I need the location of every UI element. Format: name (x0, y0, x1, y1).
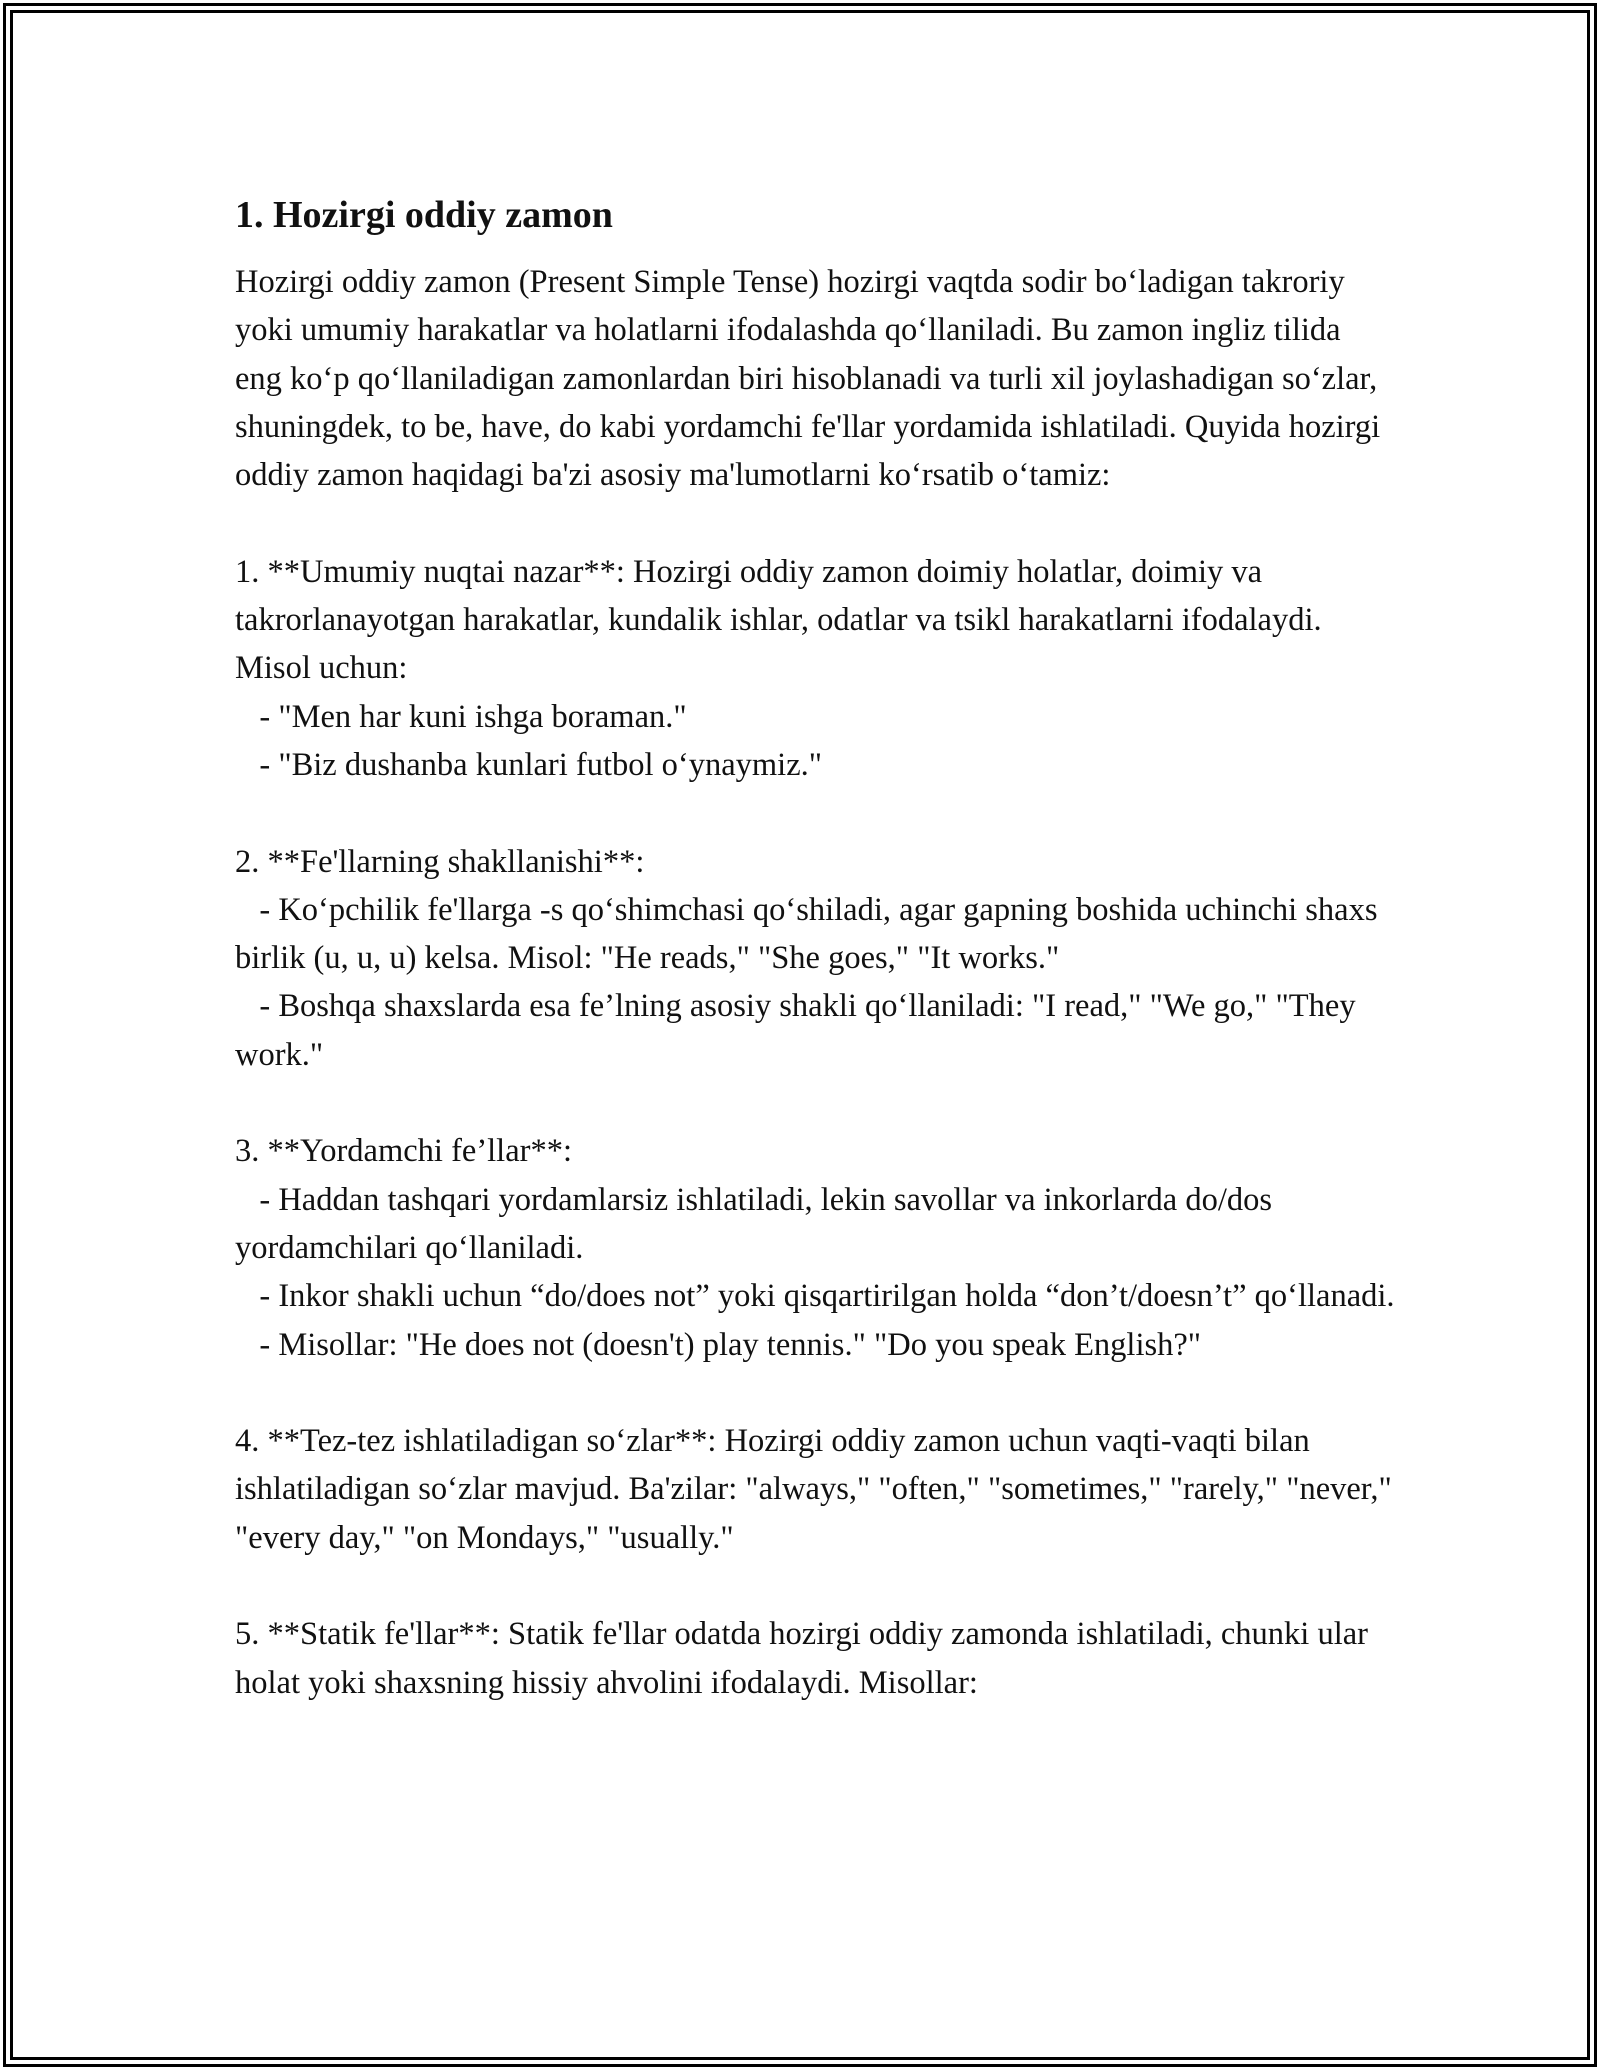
paragraph-gap (235, 1369, 1395, 1417)
section-3-heading: 3. **Yordamchi fe’llar**: (235, 1133, 572, 1170)
paragraph-gap (235, 1079, 1395, 1127)
section-4-heading: 4. **Tez-tez ishlatiladigan so‘zlar**: Hozirgi oddiy zamon uchun vaqti-vaqti bilan ishlatiladigan so‘zlar mavjud. Ba'zilar: "always," "often," "sometimes," "rarely," "never," "every day," "on Mondays," "usually." (235, 1423, 1392, 1556)
section-1-heading: 1. **Umumiy nuqtai nazar**: Hozirgi oddiy zamon doimiy holatlar, doimiy va takrorlanayotgan harakatlar, kundalik ishlar, odatlar va tsikl harakatlarni ifodalaydi. Misol uchun: (235, 553, 1322, 687)
section-2-item-1: - Ko‘pchilik fe'llarga -s qo‘shimchasi qo‘shiladi, agar gapning boshida uchinchi shaxs birlik (u, u, u) kelsa. Misol: "He reads," "She goes," "It works." (235, 891, 1378, 977)
section-1-item-1: - "Men har kuni ishga boraman." (259, 698, 687, 735)
section-2-item-2: - Boshqa shaxslarda esa fe’lning asosiy shakli qo‘llaniladi: "I read," "We go," "They work." (235, 988, 1356, 1073)
intro-paragraph: Hozirgi oddiy zamon (Present Simple Tense) hozirgi vaqtda sodir bo‘ladigan takroriy yoki umumiy harakatlar va holatlarni ifodalashda qo‘llaniladi. Bu zamon ingliz tilida eng ko‘p qo‘llaniladigan zamonlardan biri hisoblanadi va turli xil joylashadigan so‘zlar, shuningdek, to be, have, do kabi yordamchi fe'llar yordamida ishlatiladi. Quyida hozirgi oddiy zamon haqidagi ba'zi asosiy ma'lumotlarni ko‘rsatib o‘tamiz: (235, 264, 1381, 494)
paragraph-gap (235, 1562, 1395, 1610)
section-3-item-3: - Misollar: "He does not (doesn't) play tennis." "Do you speak English?" (259, 1326, 1202, 1363)
section-3-item-2: - Inkor shakli uchun “do/does not” yoki qisqartirilgan holda “don’t/doesn’t” qo‘llanadi. (259, 1278, 1395, 1315)
section-5-heading: 5. **Statik fe'llar**: Statik fe'llar odatda hozirgi oddiy zamonda ishlatiladi, chunki ular holat yoki shaxsning hissiy ahvolini ifodalaydi. Misollar: (235, 1616, 1368, 1701)
section-2-heading: 2. **Fe'llarning shakllanishi**: (235, 843, 645, 880)
section-1-item-2: - "Biz dushanba kunlari futbol o‘ynaymiz." (259, 746, 823, 783)
section-3-item-1: - Haddan tashqari yordamlarsiz ishlatiladi, lekin savollar va inkorlarda do/dos yordamchilari qo‘llaniladi. (235, 1181, 1273, 1266)
document-title: 1. Hozirgi oddiy zamon (235, 194, 613, 236)
paragraph-gap (235, 789, 1395, 837)
paragraph-gap (235, 499, 1395, 547)
document-body (235, 186, 1395, 1707)
